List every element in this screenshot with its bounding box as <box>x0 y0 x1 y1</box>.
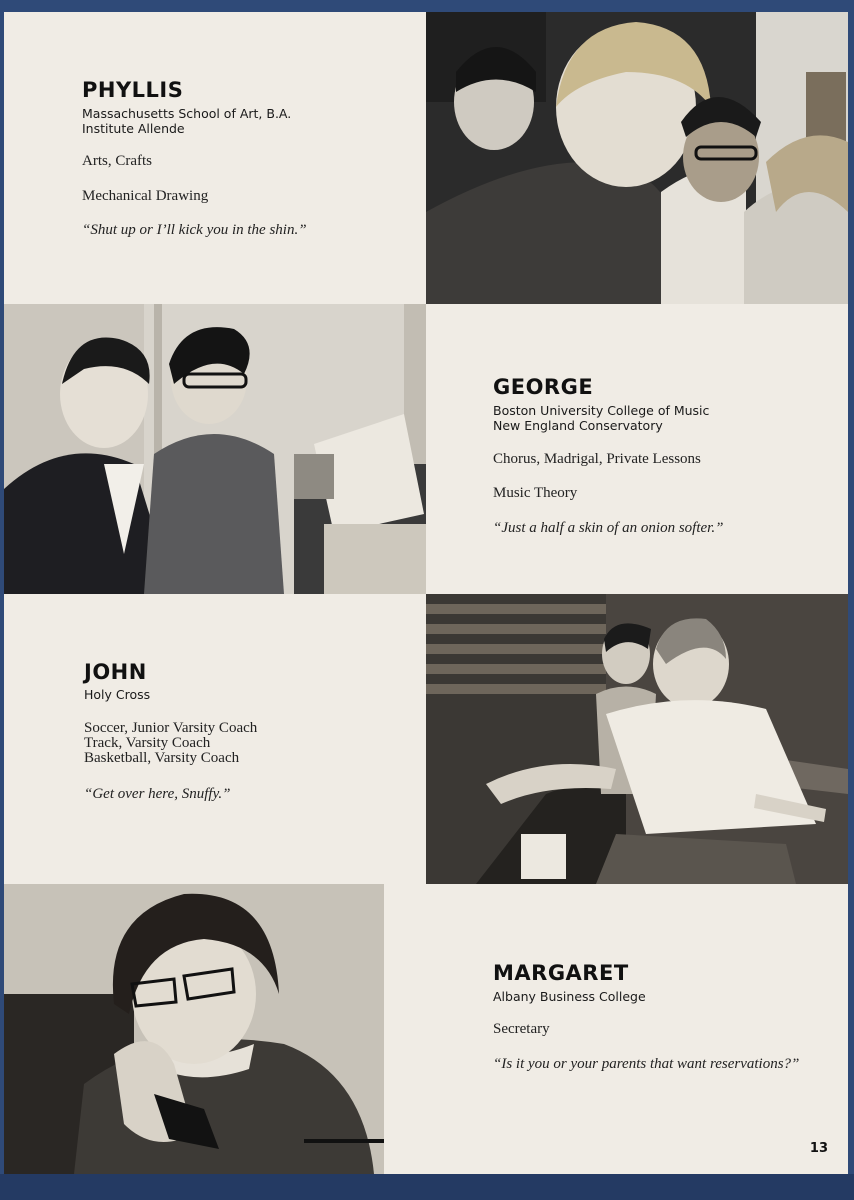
margaret-subject-1: Secretary <box>493 1021 550 1037</box>
george-photo <box>4 304 426 594</box>
john-school-1: Holy Cross <box>84 687 151 702</box>
margaret-photo <box>4 884 384 1174</box>
phyllis-subject-1: Arts, Crafts <box>82 153 152 169</box>
margaret-bio <box>384 884 848 1174</box>
coach-gym-photo <box>426 594 848 884</box>
george-school-2: New England Conservatory <box>493 418 663 433</box>
john-photo <box>426 594 848 884</box>
george-school-1: Boston University College of Music <box>493 403 710 418</box>
yearbook-page <box>4 12 848 1174</box>
john-bio <box>4 594 426 884</box>
phyllis-school-2: Institute Allende <box>82 121 185 136</box>
john-subject-1: Soccer, Junior Varsity Coach <box>84 720 258 736</box>
phyllis-school-1: Massachusetts School of Art, B.A. <box>82 106 292 121</box>
george-quote: “Just a half a skin of an onion softer.” <box>493 520 724 536</box>
john-name: JOHN <box>84 660 147 684</box>
phyllis-photo <box>426 12 848 304</box>
george-subject-1: Chorus, Madrigal, Private Lessons <box>493 451 701 467</box>
john-subject-2: Track, Varsity Coach <box>84 735 211 751</box>
margaret-quote: “Is it you or your parents that want reservations?” <box>493 1056 800 1072</box>
george-bio <box>426 304 848 594</box>
margaret-name: MARGARET <box>493 961 629 985</box>
george-name: GEORGE <box>493 375 594 399</box>
john-quote: “Get over here, Snuffy.” <box>84 786 231 802</box>
secretary-telephone-photo <box>4 884 384 1174</box>
phyllis-subject-2: Mechanical Drawing <box>82 188 209 204</box>
margaret-school-1: Albany Business College <box>493 989 646 1004</box>
binding-edge <box>0 1174 854 1200</box>
teacher-piano-photo <box>4 304 426 594</box>
john-subject-3: Basketball, Varsity Coach <box>84 750 240 766</box>
phyllis-name: PHYLLIS <box>82 78 184 102</box>
page-number: 13 <box>809 1141 828 1156</box>
students-group-photo <box>426 12 848 304</box>
phyllis-quote: “Shut up or I’ll kick you in the shin.” <box>82 222 307 238</box>
phyllis-bio <box>4 12 426 304</box>
george-subject-2: Music Theory <box>493 485 578 501</box>
